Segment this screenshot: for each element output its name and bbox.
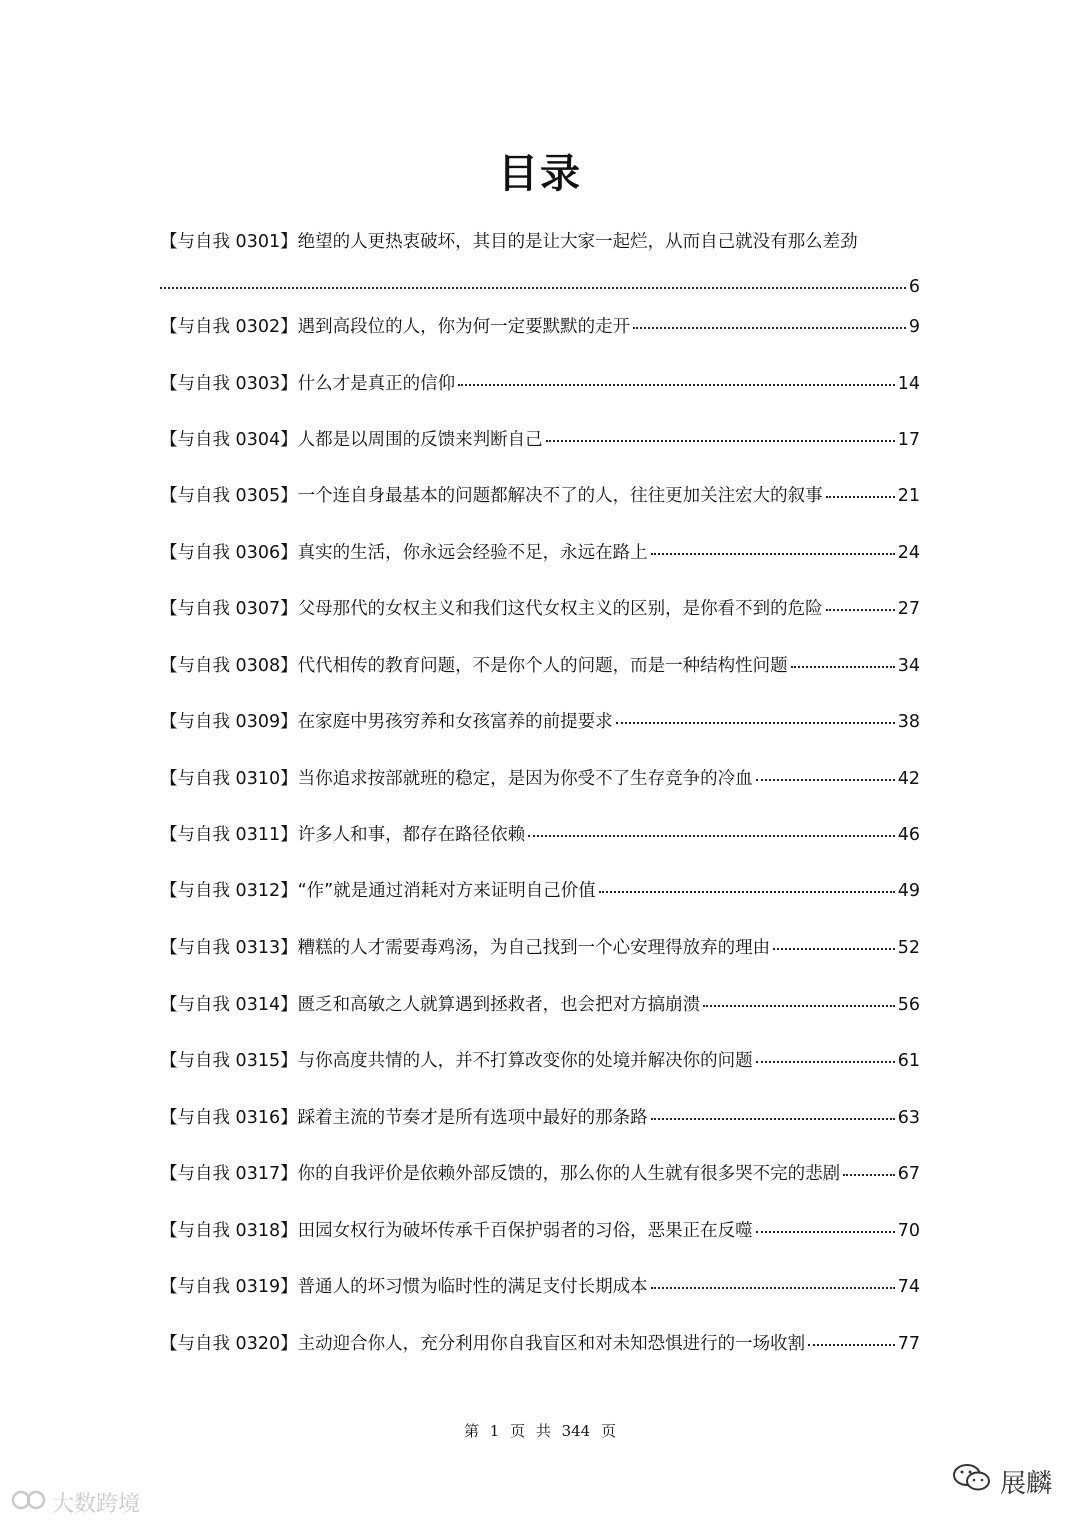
dot-leader: [651, 1118, 895, 1120]
wechat-icon: [952, 1462, 992, 1501]
toc-entry-page: 21: [897, 486, 920, 506]
dot-leader: [826, 609, 895, 611]
toc-entry-page: 74: [897, 1277, 920, 1297]
toc-entry-page: 14: [897, 374, 920, 394]
toc-entry-page: 27: [897, 599, 920, 619]
toc-entry[interactable]: [160, 880, 920, 902]
page-footer: 第 1 页 共 344 页: [463, 1422, 616, 1440]
toc-entry-label: 【与自我 0317】你的自我评价是依赖外部反馈的，那么你的人生就有很多哭不完的悲剧: [160, 1164, 841, 1184]
toc-entry-page: 46: [897, 825, 920, 845]
toc-entry-label: 【与自我 0301】绝望的人更热衷破坏，其目的是让大家一起烂，从而自己就没有那么差劲: [160, 232, 858, 252]
toc-entry-page: 9: [908, 317, 920, 337]
toc-entry-label: 【与自我 0302】遇到高段位的人，你为何一定要默默的走开: [160, 317, 631, 337]
toc-entry-label: 【与自我 0308】代代相传的教育问题，不是你个人的问题，而是一种结构性问题: [160, 656, 788, 676]
watermark-left-text: 大数跨境: [52, 1492, 141, 1517]
toc-entry-label: 【与自我 0305】一个连自身最基本的问题都解决不了的人，往往更加关注宏大的叙事: [160, 486, 823, 506]
toc-entry-label: 【与自我 0315】与你高度共情的人，并不打算改变你的处境并解决你的问题: [160, 1051, 753, 1071]
toc-entry-label: 【与自我 0313】糟糕的人才需要毒鸡汤，为自己找到一个心安理得放弃的理由: [160, 938, 771, 958]
dot-leader: [756, 779, 895, 781]
toc-entry-label: 【与自我 0306】真实的生活，你永远会经验不足，永远在路上: [160, 543, 648, 563]
watermark-right-text: 展麟: [999, 1469, 1052, 1499]
dot-leader: [756, 1061, 895, 1063]
toc-entry[interactable]: [160, 937, 920, 959]
toc-entry[interactable]: [160, 316, 920, 338]
toc-entry-label: 【与自我 0310】当你追求按部就班的稳定，是因为你受不了生存竞争的冷血: [160, 769, 753, 789]
toc-entry-page: 77: [897, 1334, 920, 1354]
toc-entry[interactable]: [160, 542, 920, 564]
toc-entry-page: 61: [897, 1051, 920, 1071]
toc-entry-label: 【与自我 0316】踩着主流的节奏才是所有选项中最好的那条路: [160, 1108, 648, 1128]
toc-entry[interactable]: [160, 1163, 920, 1185]
toc-entry-label: 【与自我 0312】“作”就是通过消耗对方来证明自己价值: [160, 881, 596, 901]
toc-entry-page: 42: [897, 769, 920, 789]
page-title: 目录: [498, 151, 582, 197]
toc-entry[interactable]: [160, 994, 920, 1016]
toc-entry[interactable]: [160, 1107, 920, 1129]
dot-leader: [546, 440, 895, 442]
toc-entry[interactable]: [160, 655, 920, 677]
toc-entry[interactable]: [160, 768, 920, 790]
toc-entry-page: 49: [897, 881, 920, 901]
toc-entry-label: 【与自我 0303】什么才是真正的信仰: [160, 374, 456, 394]
toc-entry[interactable]: [160, 373, 920, 395]
toc-entry-page: 67: [897, 1164, 920, 1184]
watermark-right: [952, 1462, 1052, 1501]
brand-logo-icon: [12, 1488, 46, 1518]
dot-leader: [160, 287, 906, 289]
toc-entry-page: 24: [897, 543, 920, 563]
toc-entry-label: 【与自我 0309】在家庭中男孩穷养和女孩富养的前提要求: [160, 712, 613, 732]
dot-leader: [458, 384, 895, 386]
toc-entry-label: 【与自我 0304】人都是以周围的反馈来判断自己: [160, 430, 543, 450]
toc-entry-page: 34: [897, 656, 920, 676]
dot-leader: [528, 835, 895, 837]
toc-entry[interactable]: [160, 1333, 920, 1355]
toc-entry[interactable]: [160, 1220, 920, 1242]
toc-entry-page: 38: [897, 712, 920, 732]
toc-entry[interactable]: [160, 1050, 920, 1072]
dot-leader: [599, 891, 895, 893]
toc-entry-label: 【与自我 0311】许多人和事，都存在路径依赖: [160, 825, 526, 845]
dot-leader: [651, 553, 895, 555]
toc-entry[interactable]: [160, 485, 920, 507]
toc-entry-page: 52: [897, 938, 920, 958]
dot-leader: [843, 1174, 895, 1176]
dot-leader: [633, 327, 906, 329]
toc-entry-label: 【与自我 0314】匮乏和高敏之人就算遇到拯救者，也会把对方搞崩溃: [160, 995, 701, 1015]
toc-entry-label: 【与自我 0318】田园女权行为破坏传承千百保护弱者的习俗，恶果正在反噬: [160, 1221, 753, 1241]
dot-leader: [773, 948, 895, 950]
watermark-left: [12, 1487, 140, 1518]
toc-entry-page: 63: [897, 1108, 920, 1128]
toc-entry-page: 70: [897, 1221, 920, 1241]
toc-entry-page: 56: [897, 995, 920, 1015]
toc-entry[interactable]: [160, 1276, 920, 1298]
toc-entry[interactable]: [160, 824, 920, 846]
dot-leader: [756, 1231, 895, 1233]
toc-entry[interactable]: [160, 231, 920, 298]
toc-entry-label: 【与自我 0319】普通人的坏习惯为临时性的满足支付长期成本: [160, 1277, 648, 1297]
dot-leader: [808, 1344, 895, 1346]
toc-entry[interactable]: [160, 598, 920, 620]
dot-leader: [826, 496, 895, 498]
dot-leader: [651, 1287, 895, 1289]
toc-entry-page: 6: [908, 277, 920, 297]
dot-leader: [703, 1005, 895, 1007]
toc-entry-page: 17: [897, 430, 920, 450]
toc-entry[interactable]: [160, 711, 920, 733]
toc-entry-label: 【与自我 0307】父母那代的女权主义和我们这代女权主义的区别，是你看不到的危险: [160, 599, 823, 619]
dot-leader: [791, 666, 895, 668]
toc-entry-label: 【与自我 0320】主动迎合你人，充分利用你自我盲区和对未知恐惧进行的一场收割: [160, 1334, 806, 1354]
toc-entry[interactable]: [160, 429, 920, 451]
dot-leader: [616, 722, 895, 724]
